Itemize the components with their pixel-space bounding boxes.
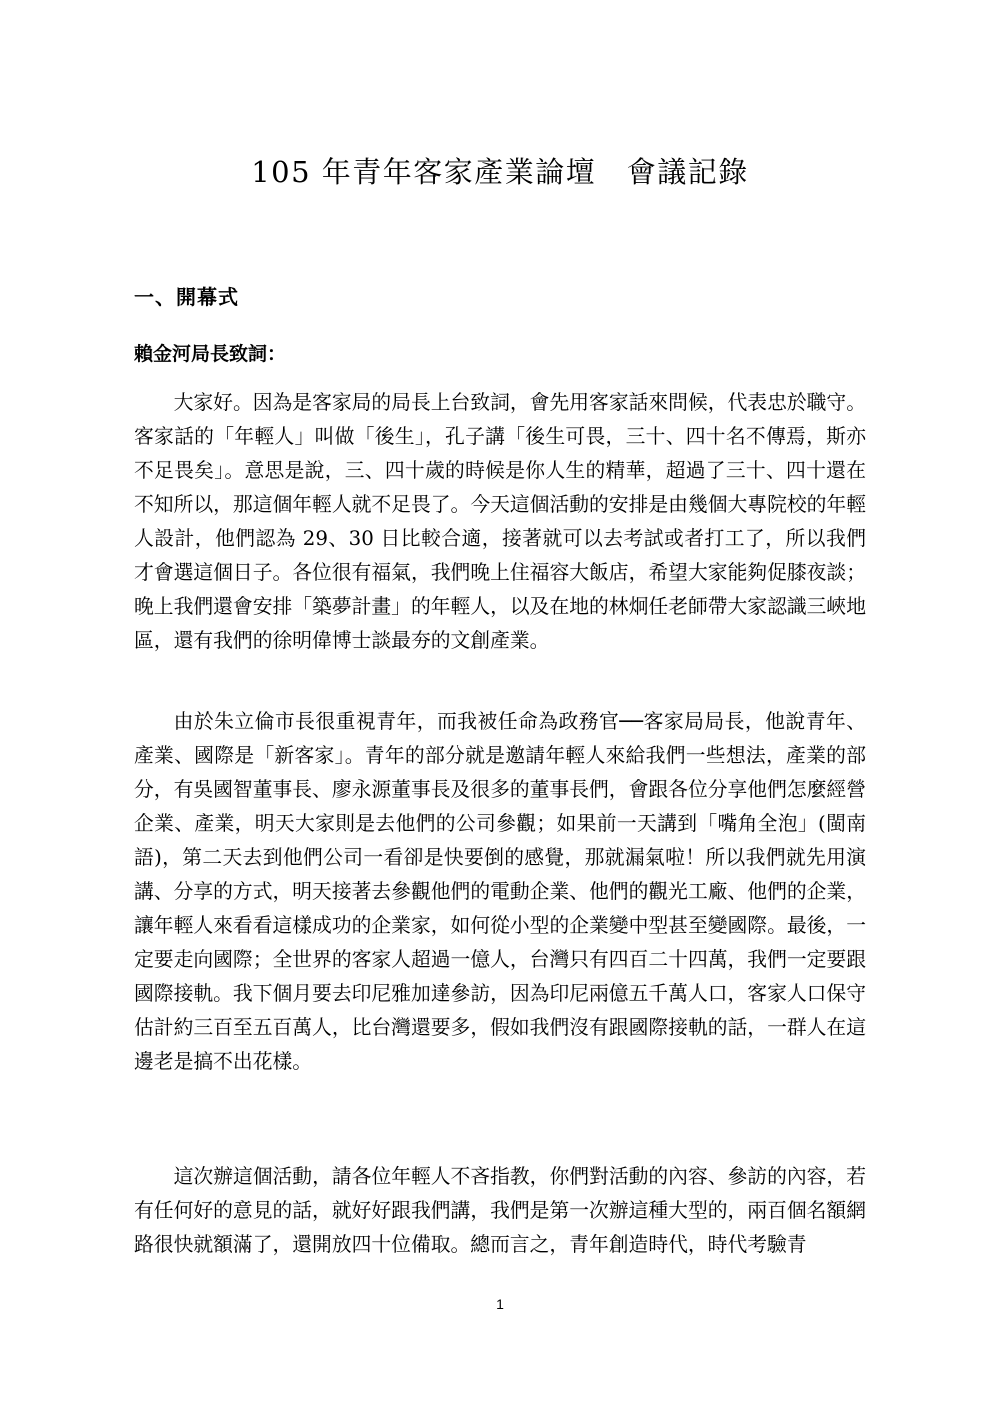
document-title: 105 年青年客家產業論壇 會議記錄 <box>251 155 749 189</box>
page-number: 1 <box>496 1296 504 1312</box>
section-heading: 一、開幕式 <box>134 285 239 309</box>
body-paragraph-3: 這次辦這個活動，請各位年輕人不吝指教，你們對活動的內容、參訪的內容，若有任何好的意見的話，就好好跟我們講，我們是第一次辦這種大型的，兩百個名額網路很快就額滿了，還開放四十位備取。總而言之，青年創造時代，時代考驗青 <box>134 1165 866 1256</box>
speaker-heading: 賴金河局長致詞： <box>134 343 287 365</box>
body-paragraph-1: 大家好。因為是客家局的局長上台致詞，會先用客家話來問候，代表忠於職守。客家話的「年輕人」叫做「後生」，孔子講「後生可畏，三十、四十名不傳焉，斯亦不足畏矣」。意思是說，三、四十歲的時候是你人生的精華，超過了三十、四十還在不知所以，那這個年輕人就不足畏了。今天這個活動的安排是由幾個大專院校的年輕人設計，他們認為 29、30 日比較合適，接著就可以去考試或者打工了，所以我們才會選這個日子。各位很有福氣，我們晚上住福容大飯店，希望大家能夠促膝夜談；晚上我們還會安排「築夢計畫」的年輕人，以及在地的林炯任老師帶大家認識三峽地區，還有我們的徐明偉博士談最夯的文創產業。 <box>134 391 866 652</box>
body-paragraph-2: 由於朱立倫市長很重視青年，而我被任命為政務官──客家局局長，他說青年、產業、國際是「新客家」。青年的部分就是邀請年輕人來給我們一些想法，產業的部分，有吳國智董事長、廖永源董事長及很多的董事長們，會跟各位分享他們怎麼經營企業、產業，明天大家則是去他們的公司參觀；如果前一天講到「嘴角全泡」(閩南語)，第二天去到他們公司一看卻是快要倒的感覺，那就漏氣啦！所以我們就先用演講、分享的方式，明天接著去參觀他們的電動企業、他們的觀光工廠、他們的企業，讓年輕人來看看這樣成功的企業家，如何從小型的企業變中型甚至變國際。最後，一定要走向國際；全世界的客家人超過一億人，台灣只有四百二十四萬，我們一定要跟國際接軌。我下個月要去印尼雅加達參訪，因為印尼兩億五千萬人口，客家人口保守估計約三百至五百萬人，比台灣還要多，假如我們沒有跟國際接軌的話，一群人在這邊老是搞不出花樣。 <box>134 710 866 1073</box>
